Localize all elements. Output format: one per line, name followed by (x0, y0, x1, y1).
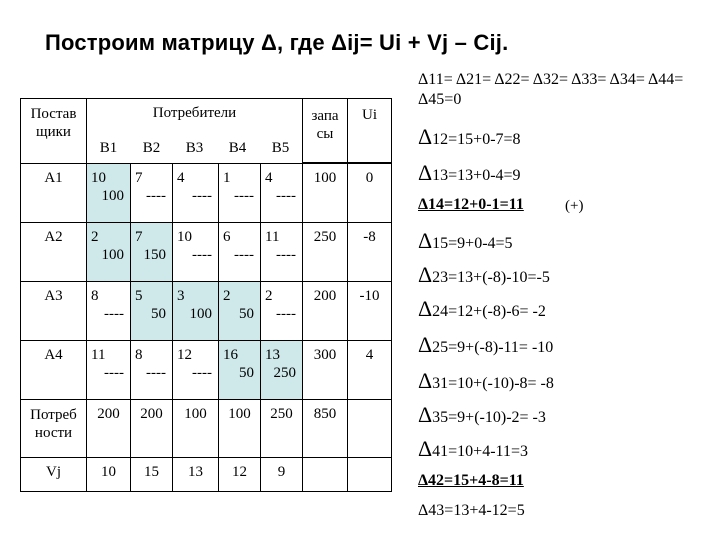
table-cell: 10 100 (87, 164, 131, 223)
table-row (21, 341, 392, 400)
table-cell: 1 ---- (219, 164, 261, 223)
ui-value: -10 (348, 282, 392, 341)
table-cell: 11 ---- (87, 341, 131, 400)
delta-line: Δ35=9+(-10)-2= -3 (418, 402, 546, 427)
table-row (21, 223, 392, 282)
page-title: Построим матрицу Δ, где Δij= Ui + Vj – Cij. (45, 30, 509, 55)
col-b3: B3 (185, 140, 204, 156)
needs-value: 200 (87, 400, 131, 458)
stock-header: запа сы (303, 99, 348, 163)
vj-row (21, 458, 392, 492)
table-cell: 8 ---- (131, 341, 173, 400)
stock-value: 300 (303, 341, 348, 400)
stock-value: 200 (303, 282, 348, 341)
table-cell: 2 50 (219, 282, 261, 341)
ui-value: 0 (348, 164, 392, 223)
needs-total: 850 (303, 400, 348, 458)
table-cell: 7 150 (131, 223, 173, 282)
delta-line-highlight: Δ14=12+0-1=11 (418, 196, 524, 213)
col-b1: B1 (99, 140, 118, 156)
stock-value: 250 (303, 223, 348, 282)
delta-line: Δ23=13+(-8)-10=-5 (418, 262, 550, 287)
transport-table (20, 98, 392, 492)
table-cell: 12 ---- (173, 341, 219, 400)
delta-line: Δ31=10+(-10)-8= -8 (418, 368, 554, 393)
vj-value: 13 (173, 458, 219, 492)
needs-value: 100 (173, 400, 219, 458)
delta-line: Δ12=15+0-7=8 (418, 124, 521, 149)
vj-value: 10 (87, 458, 131, 492)
delta-line-highlight: Δ42=15+4-8=11 (418, 472, 524, 489)
vj-value: 12 (219, 458, 261, 492)
delta-line: Δ43=13+4-12=5 (418, 502, 525, 519)
col-b4: B4 (228, 140, 247, 156)
row-label: Vj (21, 458, 87, 492)
table-row (21, 282, 392, 341)
col-b2: B2 (142, 140, 161, 156)
table-cell: 5 50 (131, 282, 173, 341)
row-label: A2 (21, 223, 87, 282)
needs-value: 100 (219, 400, 261, 458)
stock-value: 100 (303, 164, 348, 223)
ui-header: Ui (348, 99, 392, 163)
table-cell: 4 ---- (261, 164, 303, 223)
table-cell: 6 ---- (219, 223, 261, 282)
needs-value: 200 (131, 400, 173, 458)
table-cell: 13 250 (261, 341, 303, 400)
row-label: A1 (21, 164, 87, 223)
table-cell: 3 100 (173, 282, 219, 341)
plus-mark: (+) (565, 198, 584, 214)
needs-value: 250 (261, 400, 303, 458)
col-b5: B5 (271, 140, 290, 156)
table-cell: 2 100 (87, 223, 131, 282)
zero-deltas: Δ11= Δ21= Δ22= Δ32= Δ33= Δ34= Δ44= Δ45=0 (418, 71, 684, 108)
empty-cell (348, 400, 392, 458)
table-cell: 4 ---- (173, 164, 219, 223)
table-cell: 7 ---- (131, 164, 173, 223)
delta-line: Δ15=9+0-4=5 (418, 228, 513, 253)
consumers-header: Потребители B1 B2 B3 B4 B5 (87, 99, 303, 163)
suppliers-header: Постав щики (21, 99, 87, 164)
needs-row (21, 400, 392, 458)
table-cell: 10 ---- (173, 223, 219, 282)
empty-cell (303, 458, 348, 492)
table-cell: 2 ---- (261, 282, 303, 341)
row-label: A3 (21, 282, 87, 341)
vj-value: 15 (131, 458, 173, 492)
table-cell: 8 ---- (87, 282, 131, 341)
ui-value: 4 (348, 341, 392, 400)
delta-line: Δ24=12+(-8)-6= -2 (418, 296, 546, 321)
empty-cell (348, 458, 392, 492)
ui-value: -8 (348, 223, 392, 282)
row-label: A4 (21, 341, 87, 400)
delta-line: Δ25=9+(-8)-11= -10 (418, 332, 554, 357)
table-cell: 16 50 (219, 341, 261, 400)
table-row (21, 164, 392, 223)
vj-value: 9 (261, 458, 303, 492)
row-label: Потреб ности (21, 400, 87, 458)
delta-line: Δ13=13+0-4=9 (418, 160, 521, 185)
table-cell: 11 ---- (261, 223, 303, 282)
delta-line: Δ41=10+4-11=3 (418, 436, 528, 461)
